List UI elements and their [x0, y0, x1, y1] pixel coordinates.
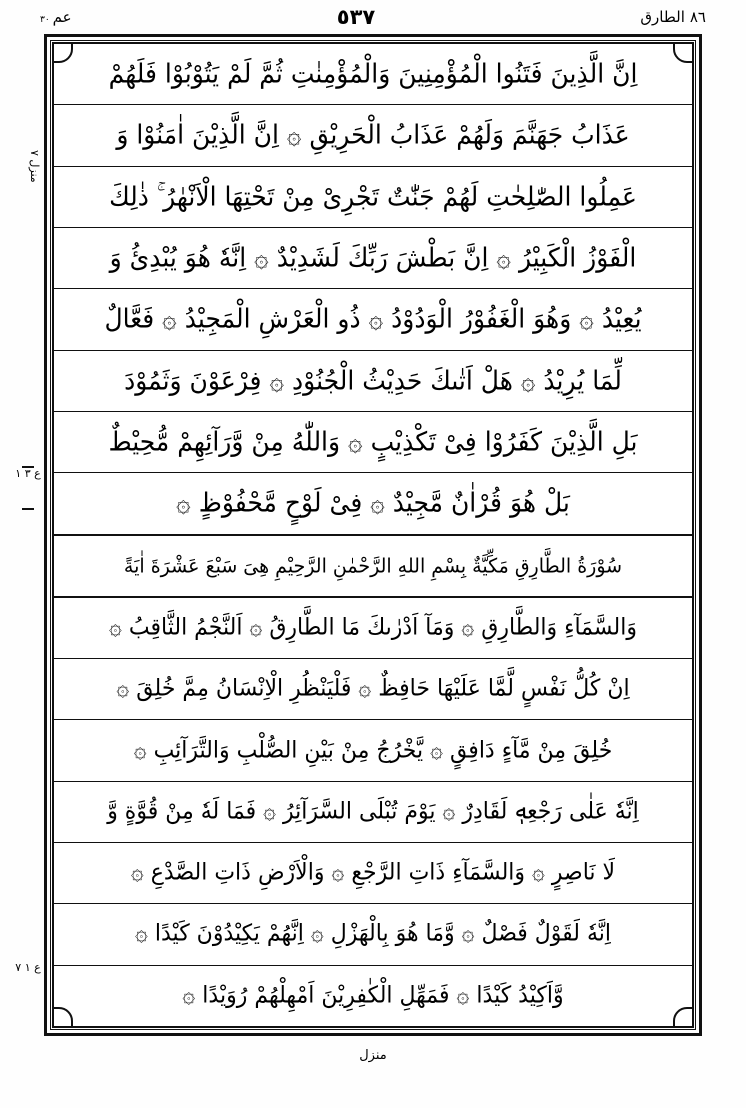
quran-line-text: خُلِقَ مِنْ مَّآءٍ دَافِقٍ ۞ يَّخْرُجُ مِنْ بَيْنِ الصُّلْبِ وَالتَّرَآئِبِ ۞ — [133, 736, 613, 764]
quran-line — [54, 167, 692, 228]
quran-line-text: اِنَّ الَّذِينَ فَتَنُوا الْمُؤْمِنِينَ وَالْمُؤْمِنٰتِ ثُمَّ لَمْ يَتُوْبُوْا فَلَهُمْ — [108, 58, 638, 89]
quran-line — [54, 720, 692, 781]
juz-superscript: ٣٠ — [40, 14, 50, 25]
quran-line — [54, 659, 692, 720]
quran-line — [54, 412, 692, 473]
quran-line — [54, 598, 692, 659]
quran-line-text: وَالسَّمَآءِ وَالطَّارِقِ ۞ وَمَآ اَدْرٰىكَ مَا الطَّارِقُ ۞ اَلنَّجْمُ الثَّاقِبُ ۞ — [109, 614, 637, 641]
quran-line — [54, 44, 692, 105]
quran-line — [54, 351, 692, 412]
quran-line — [54, 782, 692, 843]
quran-line-text: يُعِيْدُ ۞ وَهُوَ الْغَفُوْرُ الْوَدُوْدُ ۞ ذُو الْعَرْشِ الْمَجِيْدُ ۞ فَعَّالٌ — [104, 303, 642, 335]
quran-line-text: بَلِ الَّذِيْنَ كَفَرُوْا فِىْ تَكْذِيْبٍ ۞ وَاللّٰهُ مِنْ وَّرَآئِهِمْ مُّحِيْطٌ — [108, 426, 638, 457]
quran-line-text: بَلْ هُوَ قُرْاٰنٌ مَّجِيْدٌ ۞ فِىْ لَوْحٍ مَّحْفُوْظٍ ۞ — [176, 487, 570, 519]
quran-line-text: عَمِلُوا الصّٰلِحٰتِ لَهُمْ جَنّٰتٌ تَجْرِىْ مِنْ تَحْتِهَا الْاَنْهٰرُ ۚ ذٰلِكَ — [109, 181, 637, 212]
quran-line-text: اِنَّهٗ عَلٰى رَجْعِهٖ لَقَادِرٌ ۞ يَوْمَ تُبْلَى السَّرَآئِرُ ۞ فَمَا لَهٗ مِنْ قُوَّةٍ وَّ — [107, 798, 639, 825]
surah-name-text: الطارق — [640, 7, 685, 26]
surah-heading-line — [54, 536, 692, 598]
juz-label: عم — [52, 7, 72, 26]
quran-line-text: وَّاَكِيْدُ كَيْدًا ۞ فَمَهِّلِ الْكٰفِرِيْنَ اَمْهِلْهُمْ رُوَيْدًا ۞ — [182, 982, 564, 1009]
quran-line — [54, 473, 692, 535]
margin-note-manzil: منزل ٧ — [28, 150, 41, 183]
quran-line-text: عَذَابُ جَهَنَّمَ وَلَهُمْ عَذَابُ الْحَرِيْقِ ۞ اِنَّ الَّذِيْنَ اٰمَنُوْا وَ — [116, 119, 630, 151]
page-header — [40, 4, 706, 30]
margin-note-ruku-bottom: ع ١ ٧ — [15, 961, 41, 974]
quran-line-text: لَا نَاصِرٍ ۞ وَالسَّمَآءِ ذَاتِ الرَّجْعِ ۞ وَالْاَرْضِ ذَاتِ الصَّدْعِ ۞ — [130, 859, 616, 886]
footer-note-manzil: منزل — [359, 1048, 387, 1063]
margin-dash — [22, 508, 34, 510]
quran-line — [54, 289, 692, 350]
juz-header — [40, 7, 72, 26]
surah-name-superscript: ٨٦ — [689, 7, 706, 26]
quran-line-text: الْفَوْزُ الْكَبِيْرُ ۞ اِنَّ بَطْشَ رَبِّكَ لَشَدِيْدٌ ۞ اِنَّهٗ هُوَ يُبْدِئُ وَ — [109, 242, 637, 273]
quran-line-text: اِنَّهٗ لَقَوْلٌ فَصْلٌ ۞ وَّمَا هُوَ بِالْهَزْلِ ۞ اِنَّهُمْ يَكِيْدُوْنَ كَيْدًا ۞ — [135, 920, 611, 948]
quran-line — [54, 228, 692, 289]
quran-line — [54, 904, 692, 965]
quran-line — [54, 105, 692, 166]
quran-line — [54, 966, 692, 1026]
quran-line-text: لِّمَا يُرِيْدُ ۞ هَلْ اَتٰىكَ حَدِيْثُ الْجُنُوْدِ ۞ فِرْعَوْنَ وَثَمُوْدَ — [124, 364, 622, 396]
quran-line — [54, 843, 692, 904]
page-number: ٥٣٧ — [336, 4, 376, 29]
quran-text-block — [54, 44, 692, 1026]
quran-line-text: اِنْ كُلُّ نَفْسٍ لَّمَّا عَلَيْهَا حَافِظٌ ۞ فَلْيَنْظُرِ الْاِنْسَانُ مِمَّ خُلِقَ ۞ — [116, 675, 630, 702]
surah-name-header — [640, 7, 706, 26]
margin-note-ruku-top: ع ٣ ١ — [15, 467, 41, 480]
surah-heading-text: سُوْرَةُ الطَّارِقِ مَكِّيَّةٌ بِسْمِ اللهِ الرَّحْمٰنِ الرَّحِيْمِ هِىَ سَبْعَ عَشْرَةَ اٰيَةً — [123, 553, 623, 578]
